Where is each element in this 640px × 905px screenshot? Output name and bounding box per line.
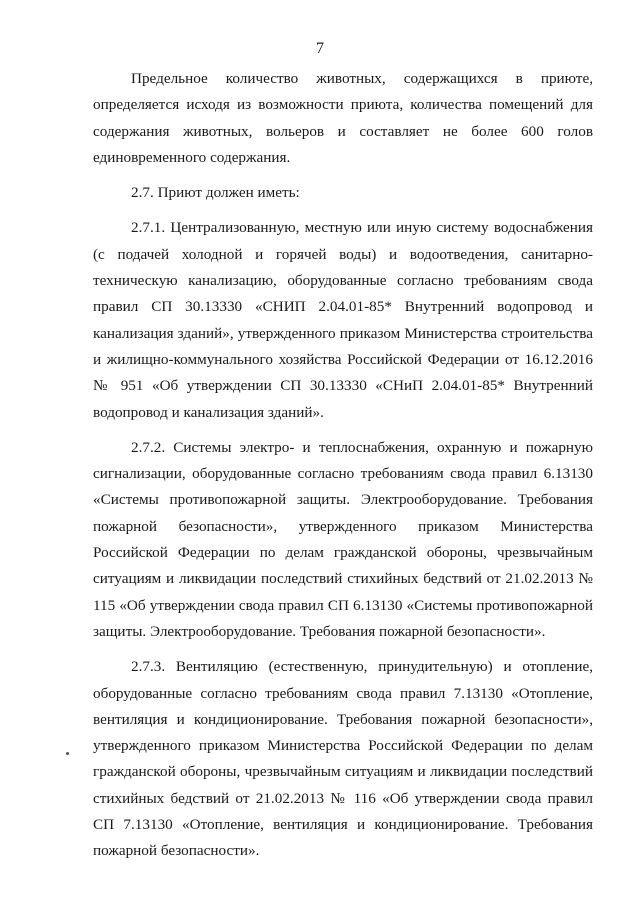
page-number: 7 bbox=[316, 40, 324, 57]
document-body bbox=[93, 66, 593, 874]
paragraph-2-7-3-ventilation-heating: 2.7.3. Вентиляцию (естественную, принудительную) и отопление, оборудованные согласно требованиям свода правил 7.13130 «Отопление, вентиляция и кондиционирование. Требования пожарной безопасности», утвержденного приказом Министерства Российской Федерации по делам гражданской обороны, чрезвычайным ситуациям и ликвидации последствий стихийных бедствий от 21.02.2013 № 116 «Об утверждении свода правил СП 7.13130 «Отопление, вентиляция и кондиционирование. Требования пожарной безопасности». bbox=[93, 658, 593, 860]
paragraph-2-7-2-electrical-fire-systems: 2.7.2. Системы электро- и теплоснабжения, охранную и пожарную сигнализации, оборудованные согласно требованиям свода правил 6.13130 «Системы противопожарной защиты. Электрооборудование. Требования пожарной безопасности», утвержденного приказом Министерства Российской Федерации по делам гражданской обороны, чрезвычайным ситуациям и ликвидации последствий стихийных бедствий от 21.02.2013 № 115 «Об утверждении свода правил СП 6.13130 «Системы противопожарной защиты. Электрооборудование. Требования пожарной безопасности». bbox=[93, 438, 593, 640]
paragraph-2-7-heading: 2.7. Приют должен иметь: bbox=[131, 184, 300, 202]
paragraph-2-7-1-water-supply: 2.7.1. Централизованную, местную или иную систему водоснабжения (с подачей холодной и горячей воды) и водоотведения, санитарно-техническую канализацию, оборудованные согласно требованиям свода правил СП 30.13330 «СНИП 2.04.01-85* Внутренний водопровод и канализация зданий», утвержденного приказом Министерства строительства и жилищно-коммунального хозяйства Российской Федерации от 16.12.2016 № 951 «Об утверждении СП 30.13330 «СНиП 2.04.01-85* Внутренний водопровод и канализация зданий». bbox=[93, 219, 593, 421]
scan-speck bbox=[66, 752, 69, 755]
paragraph-animal-limit: Предельное количество животных, содержащихся в приюте, определяется исходя из возможности приюта, количества помещений для содержания животных, вольеров и составляет не более 600 голов единовременного содержания. bbox=[93, 70, 593, 166]
